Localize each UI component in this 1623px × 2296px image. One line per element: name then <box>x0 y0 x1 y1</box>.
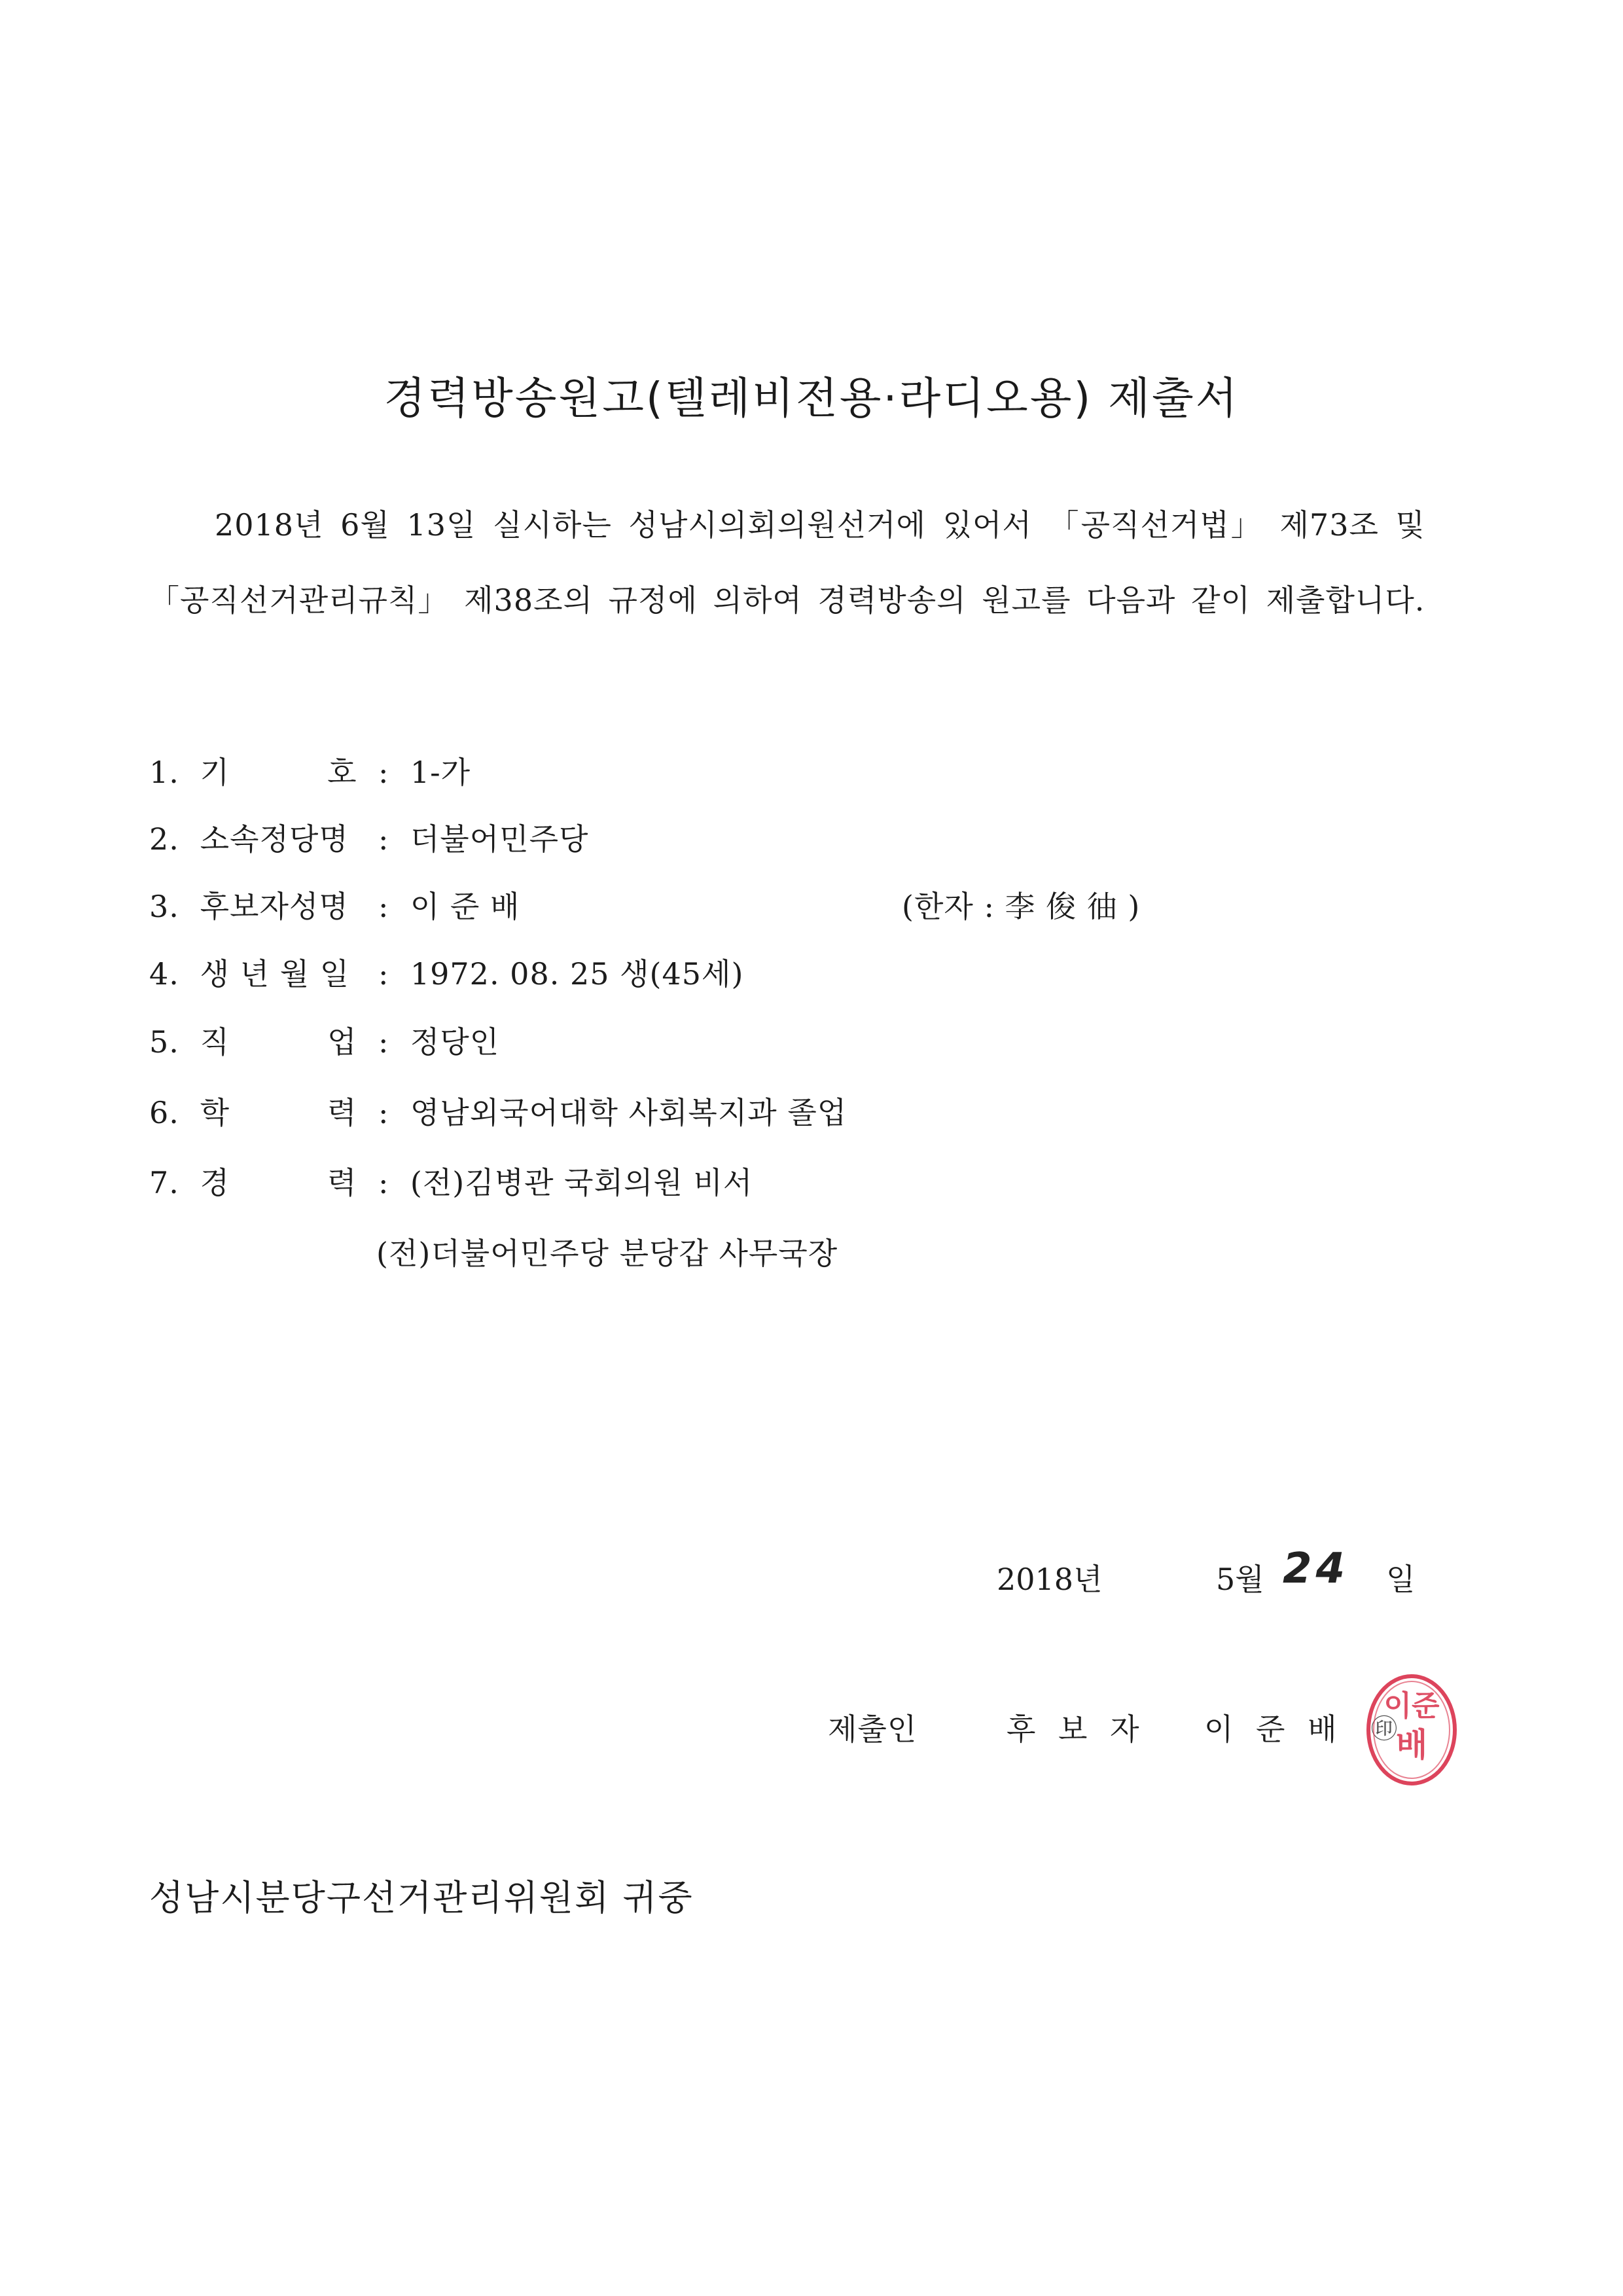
item-index: 6. <box>149 1095 179 1130</box>
date-day-suffix: 일 <box>1386 1562 1416 1597</box>
item-value: 정당인 <box>410 1024 500 1060</box>
item-colon: : <box>378 1165 389 1200</box>
item-birthdate <box>149 954 743 994</box>
addressee: 성남시분당구선거관리위원회 귀중 <box>149 1877 694 1918</box>
date-year: 2018년 <box>997 1562 1103 1597</box>
item-label: 직 업 <box>200 1024 357 1060</box>
intro-paragraph: 2018년 6월 13일 실시하는 성남시의회의원선거에 있어서 「공직선거법」 제73조 및 「공직선거관리규칙」 제38조의 규정에 의하여 경력방송의 원고를 다음과 같이 제출합니다. <box>149 507 1425 618</box>
item-value: (전)김병관 국회의원 비서 <box>410 1165 753 1200</box>
item-label: 경 력 <box>200 1165 357 1200</box>
item-index: 2. <box>149 821 179 857</box>
item-value: 영남외국어대학 사회복지과 졸업 <box>410 1095 847 1130</box>
item-candidate-name <box>149 887 1141 926</box>
item-index: 1. <box>149 755 179 790</box>
item-value: 이 준 배 <box>410 889 520 924</box>
hanja-name: (한자 : 李 俊 㣙 ) <box>902 889 1141 924</box>
item-label: 생 년 월 일 <box>200 956 350 992</box>
item-label: 후보자성명 <box>200 889 349 924</box>
document-title: 경력방송원고(텔레비전용·라디오용) 제출서 <box>383 373 1240 423</box>
item-label: 소속정당명 <box>200 821 349 857</box>
submitter-label: 제출인 <box>828 1712 918 1747</box>
item-colon: : <box>378 755 389 790</box>
item-party <box>149 819 589 859</box>
svg-text:배: 배 <box>1395 1726 1428 1764</box>
item-label: 학 력 <box>200 1095 357 1130</box>
item-index: 5. <box>149 1024 179 1060</box>
submitter-name: 이 준 배 <box>1204 1712 1344 1747</box>
item-education <box>149 1093 847 1132</box>
item-index: 4. <box>149 956 179 992</box>
career-line-2: (전)더불어민주당 분당갑 사무국장 <box>376 1236 838 1271</box>
item-colon: : <box>378 1024 389 1060</box>
submitter-role: 후 보 자 <box>1007 1712 1146 1747</box>
item-career <box>149 1163 753 1202</box>
item-value: 더불어민주당 <box>410 821 589 857</box>
date-day-handwritten: 24 <box>1283 1545 1349 1593</box>
item-number <box>149 753 471 792</box>
item-value: 1972. 08. 25 생(45세) <box>410 956 744 992</box>
item-value: 1-가 <box>410 755 471 790</box>
item-index: 7. <box>149 1165 179 1200</box>
item-colon: : <box>378 821 389 857</box>
item-label: 기 호 <box>200 755 357 790</box>
seal-mark: ㊞ <box>1371 1714 1398 1744</box>
item-colon: : <box>378 1095 389 1130</box>
name-seal-stamp <box>1364 1672 1459 1787</box>
item-index: 3. <box>149 889 179 924</box>
item-colon: : <box>378 956 389 992</box>
date-month: 5월 <box>1216 1562 1264 1597</box>
svg-text:이준: 이준 <box>1383 1689 1440 1723</box>
item-occupation <box>149 1022 499 1062</box>
item-colon: : <box>378 889 389 924</box>
